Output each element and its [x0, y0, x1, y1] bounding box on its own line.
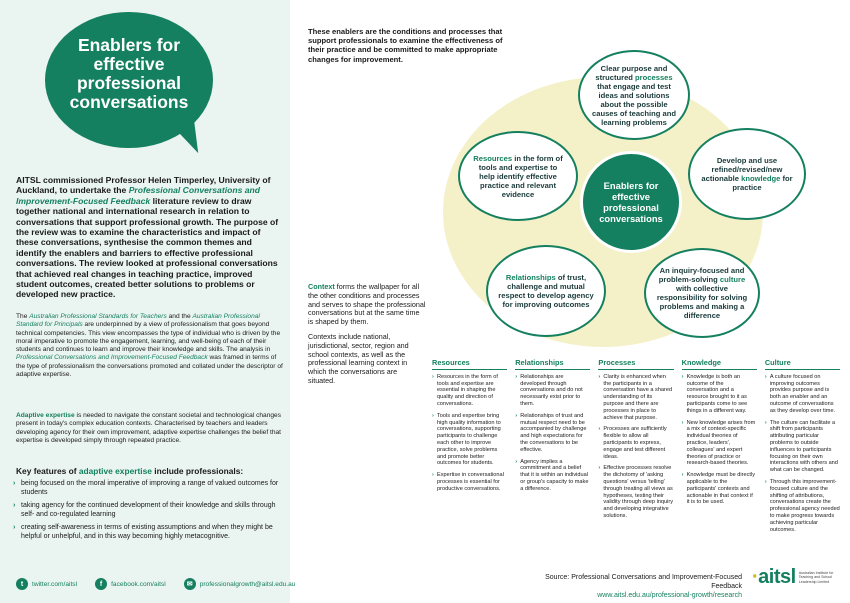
logo-wordmark: ·aitsl — [752, 566, 796, 588]
context-paragraph-2: Contexts include national, jurisdictional, sector, region and school contexts, as well as the professional learning context in which the conversations are situated. — [308, 331, 409, 385]
list-item: › Relationships are developed through conversations and do not necessarily exist prior to them. — [515, 374, 590, 408]
node-knowledge — [688, 128, 806, 220]
left-panel — [0, 0, 296, 603]
list-item: › Tools and expertise bring high quality information to conversations, supporting participants to challenge each other to improve practice, solve problems and promote better outcomes for students. — [432, 413, 507, 467]
context-paragraph-1 — [308, 283, 426, 327]
list-item: › Agency implies a commitment and a belief that it is within an individual or group's capacity to make a difference. — [515, 459, 590, 493]
logo-subtitle: Australian Institute for Teaching and School Leadership Limited — [798, 570, 834, 584]
list-item: › Knowledge must be directly applicable to the participants' contexts and actionable in that context if it is to be used. — [682, 472, 757, 506]
list-item: › A culture focused on improving outcomes provides purpose and is both an enabler and an outcome of conversations as they develop over time. — [765, 374, 840, 415]
column-heading: Knowledge — [682, 360, 757, 370]
twitter-link[interactable]: twitter.com/aitsl — [32, 580, 78, 588]
intro-paragraph — [16, 175, 282, 300]
speech-bubble-tail — [166, 111, 206, 160]
list-item: › being focused on the moral imperative of improving a range of valued outcomes for students — [16, 480, 282, 497]
aitsl-logo — [752, 566, 841, 589]
facebook-link[interactable]: facebook.com/aitsl — [111, 580, 166, 588]
list-item: › Resources in the form of tools and expertise are essential in shaping the quality and direction of conversations. — [432, 374, 507, 408]
node-keyword: Relationships — [505, 273, 556, 282]
key-features-list — [16, 480, 282, 547]
node-text: Clear purpose and structured — [595, 63, 668, 82]
list-item: › Clarity is enhanced when the participants in a conversation have a shared understanding of its purpose and there are processes in place to achieve that purpose. — [598, 374, 673, 422]
list-item: › taking agency for the continued development of their knowledge and skills through self- and co-regulated learning — [16, 502, 282, 519]
intro-text-1: AITSL commissioned Professor Helen Timperley, University of Auckland, to undertake the — [16, 175, 271, 196]
node-text: Develop and use refined/revised/new actionable — [701, 156, 783, 183]
review-link-2[interactable]: Professional Conversations and Improvement-Focused Feedback — [16, 354, 208, 362]
list-item: › Relationships of trust and mutual respect need to be accompanied by challenge and high expectations for the conversations to be effective. — [515, 413, 590, 454]
column-heading: Resources — [432, 360, 507, 370]
list-item: › Knowledge is both an outcome of the conversation and a resource brought to it as participants come to see things in a different way. — [682, 374, 757, 415]
context-text-1: forms the wallpaper for all the other conditions and processes and serves to shape the professional conversations but at the same time is shaped by them. — [308, 282, 426, 327]
list-item: › Through this improvement-focused culture and the shifting of attributions, conversations create the professional agency needed to make progress towards achieving particular outcomes. — [765, 479, 840, 533]
standards-text: are underpinned by a view of professionalism that goes beyond technical competencies. This view encompasses the type of individual who is driven by the moral imperative to promote the engagement, learning, and well-being of each of their students and continues to learn and improve their knowledge and skills. The analysis in — [16, 321, 281, 354]
key-features-heading — [16, 466, 243, 476]
key-features-suffix: include professionals: — [151, 466, 244, 476]
node-keyword: knowledge — [741, 174, 781, 183]
node-text: that engage and test ideas and solutions about the possible causes of teaching and learning problems — [592, 81, 676, 127]
node-text: with collective responsibility for solving problems and making a difference — [656, 284, 748, 320]
node-keyword: Resources — [473, 153, 513, 163]
contact-bar — [16, 578, 309, 590]
node-text: of trust, challenge and mutual respect to develop agency for improving outcomes — [498, 273, 594, 309]
review-title-link[interactable]: Professional Conversations and Improvement-Focused Feedback — [16, 185, 261, 206]
list-item: › creating self-awareness in terms of existing assumptions and when they might be helpful or unhelpful, and in this way becoming highly metacognitive. — [16, 524, 282, 541]
column-heading: Processes — [598, 360, 673, 370]
enabler-columns — [432, 360, 840, 538]
principals-standard-link[interactable]: Australian Professional Standard for Principals — [16, 313, 260, 329]
adaptive-expertise-text: is needed to navigate the constant societal and technological changes present in today's complex education contexts. Characterised by teachers and leaders developing agency for their own improvement, adaptive expertise challenges the belief that expertise is developed simply through repeated practice. — [16, 412, 282, 444]
page-title: Enablers for effective professional conversations — [69, 35, 189, 112]
adaptive-expertise-paragraph — [16, 412, 286, 445]
adaptive-expertise-term: Adaptive expertise — [16, 412, 75, 419]
list-item: › Expertise in conversational processes is essential for productive conversations. — [432, 472, 507, 492]
standards-and: and the — [166, 313, 193, 320]
node-processes — [578, 50, 690, 140]
node-relationships — [486, 245, 606, 337]
source-line: Source: Professional Conversations and Improvement-Focused Feedback — [545, 574, 742, 591]
email-link[interactable]: professionalgrowth@aitsl.edu.au — [199, 580, 296, 588]
column-culture — [765, 360, 840, 538]
node-keyword: processes — [635, 72, 673, 82]
source-url[interactable]: www.aitsl.edu.au/professional-growth/research — [597, 592, 742, 600]
column-relationships — [515, 360, 590, 538]
facebook-icon[interactable]: f — [95, 578, 107, 590]
list-item: › New knowledge arises from a mix of context-specific individual theories of practice, leaders', colleagues' and expert theories of practice or research-based theories. — [682, 420, 757, 468]
list-item: › The culture can facilitate a shift from participants attributing particular problems to outside influences to participants focusing on their own interactions with others and what can be changed. — [765, 420, 840, 474]
node-culture — [644, 248, 760, 338]
key-features-prefix: Key features of — [16, 466, 79, 476]
context-text — [308, 283, 426, 392]
key-features-term: adaptive expertise — [78, 466, 152, 476]
node-keyword: culture — [719, 275, 746, 284]
node-text: in the form of tools and expertise to help identify effective practice and relevant evidence — [478, 153, 563, 199]
list-item: › Effective processes resolve the dichotomy of 'asking questions' versus 'telling' through treating all views as hypotheses, testing their validity through deep inquiry and developing integrative solutions. — [598, 465, 673, 519]
column-processes — [598, 360, 673, 538]
node-text: for practice — [732, 174, 793, 192]
twitter-icon[interactable]: t — [16, 578, 28, 590]
standards-paragraph: The Australian Professional Standards for Teachers and the Australian Professional Standard for Principals are underpinned by a view of professionalism that goes beyond technical competencies. This view encompasses the type of individual who is driven by the moral imperative to promote the engagement, learning, and well-being of each of their students and continues to learn and improve their knowledge and skills. The analysis in Professional Conversations and Improvement-Focused Feedback was framed in terms of the type of professionalism the conversations promoted and collated under the descriptor of adaptive expertise. — [16, 313, 283, 379]
list-item: › Processes are sufficiently flexible to allow all participants to express, engage and test different ideas. — [598, 426, 673, 460]
email-icon[interactable]: ✉ — [184, 578, 196, 590]
node-text: An inquiry-focused and problem-solving — [658, 266, 745, 284]
standards-text-2: was framed in terms of the type of professionalism the conversations promoted and collated under the descriptor of adaptive expertise. — [16, 354, 283, 379]
column-heading: Relationships — [515, 360, 590, 370]
wheel-center: Enablers for effective professional conversations — [580, 151, 682, 253]
logo-dot-icon: · — [752, 566, 759, 588]
teachers-standards-link[interactable]: Australian Professional Standards for Teachers — [29, 313, 167, 320]
column-knowledge — [682, 360, 757, 538]
enablers-intro: These enablers are the conditions and processes that support professionals to examine the effectiveness of their practice and be committed to make appropriate changes for improvement. — [308, 27, 503, 64]
column-resources — [432, 360, 507, 538]
node-resources — [458, 131, 578, 221]
intro-text-2: literature review to draw together national and international research in relation to conversations that support professional growth. The purpose of the review was to examine the characteristics and impact of these conversations, synthesise the common themes and identify the enablers and barriers to effective professional conversations. The review looked at professional conversations that achieved real changes in teaching practice, improved student outcomes, created better solutions to problems or developed new practice. — [16, 195, 279, 300]
context-term: Context — [308, 282, 335, 291]
column-heading: Culture — [765, 360, 840, 370]
source-citation — [520, 573, 742, 601]
